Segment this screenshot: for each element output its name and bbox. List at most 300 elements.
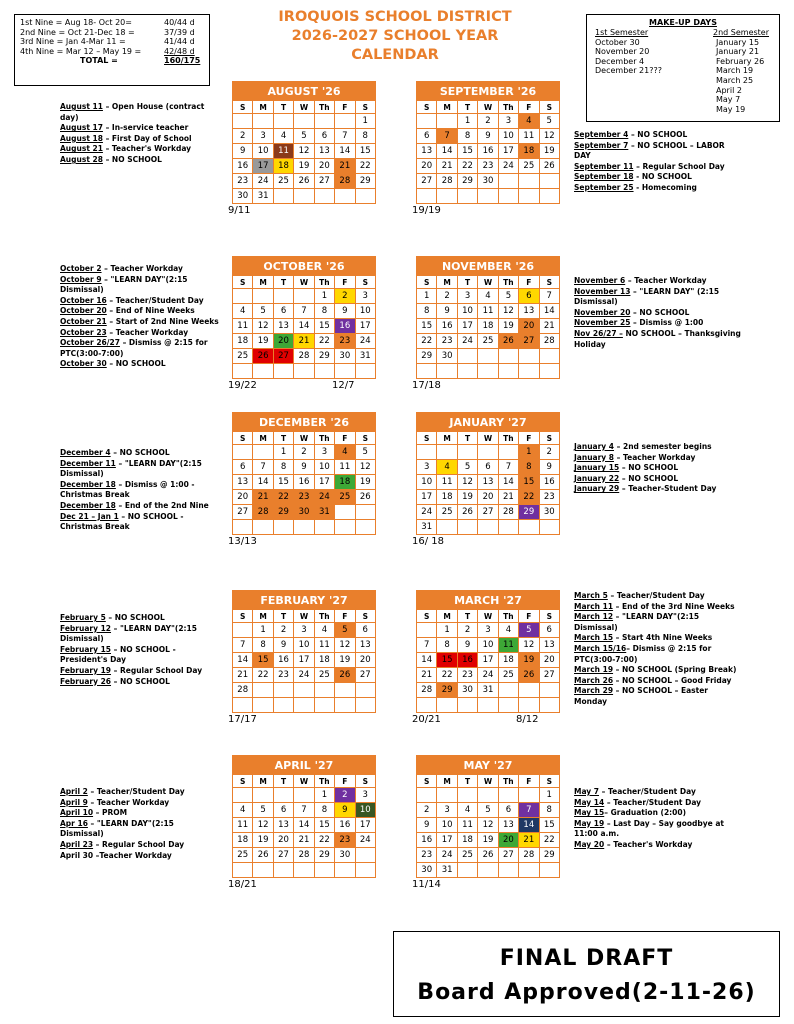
events-march <box>574 591 742 708</box>
nines-total-label: TOTAL = <box>80 56 118 66</box>
month-day-count: 20/21 <box>412 714 441 725</box>
weekday-label: W <box>478 276 498 289</box>
day-cell: 13 <box>273 818 293 833</box>
day-cell <box>539 364 559 379</box>
day-cell: 15 <box>539 818 559 833</box>
day-cell <box>294 863 314 878</box>
day-cell: 24 <box>498 159 518 174</box>
nine-weeks-summary-box <box>14 14 210 86</box>
day-cell: 6 <box>273 803 293 818</box>
day-cell: 24 <box>478 668 498 683</box>
day-cell: 22 <box>539 833 559 848</box>
day-cell: 23 <box>335 833 355 848</box>
day-cell: 6 <box>314 129 334 144</box>
weekday-label: F <box>519 276 539 289</box>
day-cell: 9 <box>539 460 559 475</box>
event-date: January 22 <box>574 473 620 483</box>
day-cell: 16 <box>294 475 314 490</box>
day-cell: 7 <box>437 129 457 144</box>
event-date: August 11 <box>60 102 103 111</box>
weekday-label: T <box>457 276 477 289</box>
day-cell: 7 <box>519 803 539 818</box>
event-text: – 2nd semester begins <box>614 442 712 451</box>
weekday-label: F <box>519 775 539 788</box>
day-cell <box>539 698 559 713</box>
day-cell: 31 <box>417 520 437 535</box>
event-text: – "LEARN DAY"(2:15 Dismissal) <box>60 818 174 839</box>
event-item <box>574 162 742 173</box>
makeup-day-item: December 21??? <box>595 66 662 76</box>
event-date: May 14 <box>574 797 605 807</box>
day-cell: 20 <box>233 490 253 505</box>
page-title <box>250 8 540 65</box>
event-text: – NO SCHOOL <box>630 307 690 317</box>
day-cell: 26 <box>335 668 355 683</box>
event-text: – Graduation (2:00) <box>604 808 687 818</box>
event-date: Dec 21 – Jan 1 <box>60 511 119 521</box>
day-cell <box>437 189 457 204</box>
day-cell: 21 <box>253 490 273 505</box>
event-text: – Teacher Workday <box>625 276 707 285</box>
day-cell: 1 <box>457 114 477 129</box>
day-cell: 14 <box>437 144 457 159</box>
day-cell: 21 <box>498 490 518 505</box>
day-cell: 29 <box>539 848 559 863</box>
month-day-count: 9/11 <box>228 205 251 216</box>
weekday-label: T <box>273 101 293 114</box>
day-cell <box>498 364 518 379</box>
day-cell: 30 <box>233 189 253 204</box>
day-cell: 22 <box>314 833 334 848</box>
weekday-label: S <box>233 610 253 623</box>
day-cell: 16 <box>335 319 355 334</box>
day-cell: 20 <box>417 159 437 174</box>
day-cell: 15 <box>253 653 273 668</box>
event-item <box>574 787 742 798</box>
event-item <box>574 141 742 162</box>
day-cell: 16 <box>273 653 293 668</box>
event-text: – NO SCHOOL – LABOR DAY <box>574 140 725 161</box>
event-text: – Teacher/Student Day <box>604 797 702 807</box>
day-cell: 8 <box>417 304 437 319</box>
day-cell: 30 <box>539 505 559 520</box>
day-cell: 3 <box>294 623 314 638</box>
day-cell: 23 <box>437 334 457 349</box>
makeup-day-item: November 20 <box>595 47 650 57</box>
day-cell: 2 <box>294 445 314 460</box>
weekday-label: Th <box>314 610 334 623</box>
day-cell: 8 <box>539 803 559 818</box>
board-approved-label: Board Approved(2-11-26) <box>417 980 756 1005</box>
event-text: – End of the 2nd Nine <box>115 500 209 510</box>
weekday-label: Th <box>314 432 334 445</box>
day-cell: 26 <box>253 848 273 863</box>
day-cell: 25 <box>233 848 253 863</box>
day-cell: 13 <box>478 475 498 490</box>
event-date: December 18 <box>60 479 116 489</box>
day-cell <box>355 189 375 204</box>
weekday-label: W <box>294 610 314 623</box>
day-cell: 29 <box>417 349 437 364</box>
day-cell <box>355 863 375 878</box>
day-cell: 3 <box>457 289 477 304</box>
day-cell: 27 <box>314 174 334 189</box>
event-date: March 12 <box>574 612 614 622</box>
day-cell: 16 <box>335 818 355 833</box>
day-cell <box>478 189 498 204</box>
event-date: February 19 <box>60 665 112 675</box>
day-cell: 10 <box>253 144 273 159</box>
day-cell: 17 <box>253 159 273 174</box>
weekday-label: S <box>233 101 253 114</box>
nines-total-value: 160/175 <box>164 56 201 66</box>
day-cell: 6 <box>498 803 518 818</box>
day-cell <box>498 863 518 878</box>
event-text: – NO SCHOOL <box>110 448 170 457</box>
month-calendar <box>232 590 376 713</box>
day-cell: 19 <box>253 334 273 349</box>
day-cell: 1 <box>437 623 457 638</box>
day-cell: 3 <box>314 445 334 460</box>
day-cell: 29 <box>457 174 477 189</box>
day-cell <box>457 698 477 713</box>
day-cell <box>478 445 498 460</box>
day-cell <box>335 114 355 129</box>
day-cell: 28 <box>437 174 457 189</box>
month-day-count-secondary: 8/12 <box>516 714 539 725</box>
day-cell: 23 <box>539 490 559 505</box>
event-date: March 5 <box>574 591 608 600</box>
event-text: – Teacher Workday <box>614 452 696 462</box>
event-item <box>60 677 220 688</box>
day-cell: 14 <box>519 818 539 833</box>
day-cell: 19 <box>498 319 518 334</box>
weekday-label: W <box>294 276 314 289</box>
day-cell: 24 <box>457 334 477 349</box>
event-text: – NO SCHOOL (Spring Break) <box>613 665 737 675</box>
weekday-label: S <box>355 276 375 289</box>
event-date: October 23 <box>60 327 107 337</box>
day-cell: 18 <box>314 653 334 668</box>
nines-total-row <box>20 56 204 66</box>
event-text: – Teacher Workday <box>106 327 189 337</box>
event-date: January 8 <box>574 452 615 462</box>
month-day-count-secondary: 12/7 <box>332 380 355 391</box>
day-cell <box>273 114 293 129</box>
day-cell <box>478 349 498 364</box>
day-cell: 4 <box>437 460 457 475</box>
event-item <box>574 665 742 676</box>
day-cell: 22 <box>417 334 437 349</box>
day-cell: 18 <box>233 334 253 349</box>
day-cell: 4 <box>233 803 253 818</box>
event-date: September 25 <box>574 182 634 192</box>
weekday-label: T <box>273 432 293 445</box>
event-item <box>60 480 220 501</box>
day-cell: 23 <box>417 848 437 863</box>
weekday-label: S <box>355 775 375 788</box>
day-cell: 24 <box>437 848 457 863</box>
day-cell: 11 <box>335 460 355 475</box>
day-cell: 17 <box>478 653 498 668</box>
event-text: – Teacher-Student Day <box>619 484 717 494</box>
day-cell <box>294 698 314 713</box>
day-cell <box>417 788 437 803</box>
event-item <box>60 317 220 328</box>
day-cell <box>314 683 334 698</box>
makeup-day-item: October 30 <box>595 37 640 47</box>
day-cell: 19 <box>294 159 314 174</box>
day-cell <box>253 114 273 129</box>
event-date: February 12 <box>60 623 112 633</box>
makeup-day-item: February 26 <box>716 56 765 66</box>
event-item <box>574 183 742 194</box>
event-item <box>60 787 220 798</box>
event-item <box>574 172 742 183</box>
day-cell: 10 <box>457 304 477 319</box>
day-cell: 4 <box>457 803 477 818</box>
event-date: October 16 <box>60 295 107 305</box>
day-cell: 28 <box>233 683 253 698</box>
day-cell: 16 <box>233 159 253 174</box>
event-date: October 26/27 <box>60 338 120 348</box>
weekday-label: W <box>478 432 498 445</box>
day-cell: 14 <box>417 653 437 668</box>
day-cell: 12 <box>498 304 518 319</box>
day-cell <box>335 863 355 878</box>
event-date: Apr 16 <box>60 818 88 828</box>
makeup-day-item: March 19 <box>716 66 754 76</box>
month-header: OCTOBER '26 <box>233 257 376 276</box>
day-cell: 6 <box>539 623 559 638</box>
weekday-label: S <box>539 432 559 445</box>
month-header: SEPTEMBER '26 <box>417 82 560 101</box>
day-cell: 22 <box>253 668 273 683</box>
weekday-label: Th <box>498 610 518 623</box>
day-cell: 10 <box>417 475 437 490</box>
weekday-label: F <box>335 775 355 788</box>
day-cell: 14 <box>539 304 559 319</box>
day-cell: 4 <box>519 114 539 129</box>
event-text: – "LEARN DAY"(2:15 Dismissal) <box>60 274 188 295</box>
event-text: – NO SCHOOL - Christmas Break <box>60 511 184 532</box>
weekday-label: Th <box>498 101 518 114</box>
semester-1-heading: 1st Semester <box>595 28 649 37</box>
day-cell <box>233 698 253 713</box>
day-cell: 14 <box>498 475 518 490</box>
day-cell: 28 <box>498 505 518 520</box>
weekday-label: S <box>417 276 437 289</box>
day-cell: 29 <box>437 683 457 698</box>
day-cell <box>355 698 375 713</box>
day-cell: 25 <box>314 668 334 683</box>
day-cell: 28 <box>539 334 559 349</box>
event-date: November 25 <box>574 318 631 328</box>
events-may <box>574 787 742 851</box>
event-item <box>574 276 742 287</box>
weekday-label: W <box>294 432 314 445</box>
day-cell: 16 <box>457 653 477 668</box>
day-cell: 19 <box>457 490 477 505</box>
month-day-count: 17/17 <box>228 714 257 725</box>
day-cell <box>457 520 477 535</box>
month-calendar <box>232 755 376 878</box>
day-cell <box>437 788 457 803</box>
month-day-count: 13/13 <box>228 536 257 547</box>
event-item <box>60 102 220 123</box>
day-cell: 29 <box>314 848 334 863</box>
month-header: MARCH '27 <box>417 591 560 610</box>
day-cell: 24 <box>253 174 273 189</box>
day-cell: 1 <box>417 289 437 304</box>
events-december <box>60 448 220 533</box>
day-cell <box>253 445 273 460</box>
day-cell: 10 <box>314 460 334 475</box>
event-text: – Regular School Day <box>111 665 203 675</box>
event-text: – Teacher's Workday <box>604 839 693 849</box>
day-cell <box>478 863 498 878</box>
event-item <box>574 591 742 602</box>
day-cell: 1 <box>314 289 334 304</box>
day-cell: 1 <box>539 788 559 803</box>
day-cell: 11 <box>519 129 539 144</box>
day-cell: 5 <box>294 129 314 144</box>
title-line-1: IROQUOIS SCHOOL DISTRICT <box>278 9 512 25</box>
event-date: May 7 <box>574 787 600 796</box>
day-cell <box>294 114 314 129</box>
event-text: – End of Nine Weeks <box>106 306 195 316</box>
day-cell <box>457 189 477 204</box>
event-item <box>574 474 742 485</box>
day-cell <box>335 683 355 698</box>
event-text: – Teacher's Workday <box>102 144 192 154</box>
weekday-label: W <box>478 101 498 114</box>
event-text: – NO SCHOOL – Easter Monday <box>574 686 709 706</box>
day-cell <box>253 520 273 535</box>
event-text: - Homecoming <box>633 182 697 192</box>
day-cell: 20 <box>355 653 375 668</box>
day-cell: 8 <box>437 638 457 653</box>
day-cell: 22 <box>273 490 293 505</box>
event-item <box>60 296 220 307</box>
event-text: – Regular School Day <box>633 161 725 171</box>
day-cell: 31 <box>478 683 498 698</box>
nines-row-label: 2nd Nine = Oct 21-Dec 18 = <box>20 27 135 37</box>
day-cell: 20 <box>539 653 559 668</box>
day-cell: 21 <box>294 334 314 349</box>
day-cell: 20 <box>314 159 334 174</box>
day-cell: 24 <box>355 833 375 848</box>
day-cell <box>437 114 457 129</box>
day-cell: 20 <box>498 833 518 848</box>
day-cell: 27 <box>478 505 498 520</box>
day-cell: 18 <box>519 144 539 159</box>
weekday-label: Th <box>314 276 334 289</box>
day-cell: 12 <box>478 818 498 833</box>
day-cell: 3 <box>355 788 375 803</box>
month-day-count: 11/14 <box>412 879 441 890</box>
day-cell: 24 <box>355 334 375 349</box>
event-item <box>574 287 742 308</box>
weekday-label: W <box>294 101 314 114</box>
weekday-label: F <box>519 610 539 623</box>
day-cell <box>498 349 518 364</box>
day-cell: 2 <box>273 623 293 638</box>
event-date: May 19 <box>574 818 605 828</box>
event-item <box>574 318 742 329</box>
day-cell <box>314 189 334 204</box>
day-cell <box>355 505 375 520</box>
day-cell <box>335 520 355 535</box>
event-item <box>574 676 742 687</box>
weekday-label: S <box>355 432 375 445</box>
day-cell: 2 <box>457 623 477 638</box>
event-date: August 18 <box>60 133 103 143</box>
makeup-day-item: March 25 <box>716 75 754 85</box>
day-cell <box>253 863 273 878</box>
day-cell: 11 <box>273 144 293 159</box>
day-cell: 9 <box>294 460 314 475</box>
day-cell: 6 <box>233 460 253 475</box>
day-cell <box>314 364 334 379</box>
day-cell: 19 <box>335 653 355 668</box>
day-cell: 12 <box>519 638 539 653</box>
day-cell: 28 <box>519 848 539 863</box>
day-cell <box>253 289 273 304</box>
event-item <box>60 448 220 459</box>
day-cell: 15 <box>355 144 375 159</box>
day-cell: 5 <box>253 304 273 319</box>
day-cell: 10 <box>355 803 375 818</box>
day-cell: 17 <box>417 490 437 505</box>
event-text: – First Day of School <box>102 133 192 143</box>
day-cell: 23 <box>478 159 498 174</box>
day-cell <box>314 520 334 535</box>
event-date: December 18 <box>60 500 116 510</box>
event-text: – NO SCHOOL <box>619 473 679 483</box>
day-cell: 19 <box>519 653 539 668</box>
day-cell: 25 <box>519 159 539 174</box>
day-cell: 31 <box>437 863 457 878</box>
event-text: – Open House (contract day) <box>60 102 205 122</box>
day-cell <box>498 189 518 204</box>
event-date: April 10 <box>60 808 94 818</box>
event-item <box>574 130 742 141</box>
event-text: – NO SCHOOL <box>619 463 679 473</box>
day-cell: 29 <box>519 505 539 520</box>
day-cell: 13 <box>314 144 334 159</box>
day-cell: 6 <box>519 289 539 304</box>
day-cell <box>253 364 273 379</box>
event-date: March 15/16 <box>574 643 627 653</box>
day-cell: 11 <box>498 638 518 653</box>
day-cell: 2 <box>233 129 253 144</box>
event-text: – Start 4th Nine Weeks <box>613 633 713 643</box>
day-cell: 26 <box>519 668 539 683</box>
weekday-label: W <box>478 610 498 623</box>
day-cell: 31 <box>355 349 375 364</box>
day-cell: 26 <box>253 349 273 364</box>
day-cell <box>437 445 457 460</box>
day-cell: 5 <box>253 803 273 818</box>
weekday-label: S <box>539 775 559 788</box>
event-date: February 26 <box>60 676 112 686</box>
weekday-label: S <box>539 276 559 289</box>
day-cell: 5 <box>519 623 539 638</box>
day-cell <box>478 364 498 379</box>
event-date: November 13 <box>574 286 631 296</box>
event-text: – "LEARN DAY"(2:15 Dismissal) <box>574 612 700 632</box>
